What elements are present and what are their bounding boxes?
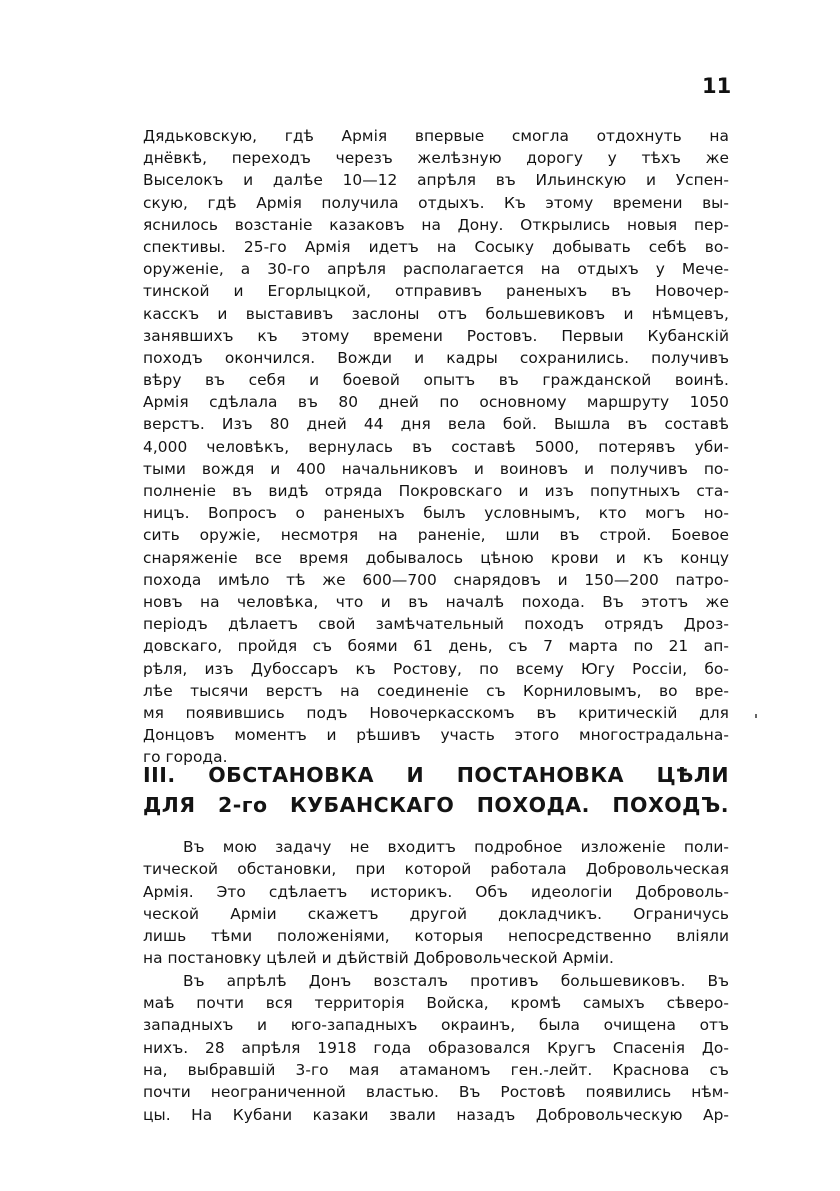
section-line: маѣ почти вся территорія Войска, кромѣ самыхъ сѣверо-: [143, 994, 729, 1013]
paragraph1-line: лѣе тысячи верстъ на соединеніе съ Корниловымъ, во вре-: [143, 681, 729, 700]
section-line: на, выбравшій 3-го мая атаманомъ ген.-лейт. Краснова съ: [143, 1060, 729, 1079]
paragraph1-line: Дядьковскую, гдѣ Армія впервые смогла отдохнуть на: [143, 127, 729, 145]
paragraph1-line: скую, гдѣ Армія получила отдыхъ. Къ этому времени вы-: [143, 193, 729, 212]
paragraph1-line: Выселокъ и далѣе 10—12 апрѣля въ Ильинскую и Успен-: [143, 171, 729, 190]
paragraph-continuation: [143, 125, 729, 768]
heading-line: ДЛЯ 2-го КУБАНСКАГО ПОХОДА. ПОХОДЪ.: [143, 793, 729, 817]
paragraph1-line: днёвкѣ, переходъ черезъ желѣзную дорогу у тѣхъ же: [143, 149, 729, 168]
paragraph1-line: походъ окончился. Вожди и кадры сохранились. получивъ: [143, 348, 729, 367]
paragraph1-line: Армія сдѣлала въ 80 дней по основному маршруту 1050: [143, 393, 729, 412]
paragraph1-line: рѣля, изъ Дубоссаръ къ Ростову, по всему Югу Россіи, бо-: [143, 659, 729, 678]
paragraph1-line: спективы. 25-го Армія идетъ на Сосыку добывать себѣ во-: [143, 237, 729, 256]
paragraph1-line: новъ на человѣка, что и въ началѣ похода. Въ этотъ же: [143, 592, 729, 611]
paragraph1-line: оруженіе, а 30-го апрѣля располагается на отдыхъ у Мече-: [143, 260, 729, 279]
section-line: лишь тѣми положеніями, которыя непосредственно вліяли: [143, 927, 729, 946]
print-speck: [755, 714, 757, 718]
section-line: почти неограниченной властью. Въ Ростовѣ появились нѣм-: [143, 1083, 729, 1102]
page-number: 11: [702, 74, 732, 98]
paragraph1-line: занявшихъ къ этому времени Ростовъ. Первыи Кубанскій: [143, 326, 729, 345]
paragraph1-line: го города.: [143, 748, 228, 767]
section-line: цы. На Кубани казаки звали назадъ Добровольческую Ар-: [143, 1105, 729, 1124]
paragraph1-line: мя появившись подъ Новочеркасскомъ въ критическій для: [143, 703, 729, 722]
paragraph1-line: сить оружіе, несмотря на раненіе, шли въ строй. Боевое: [143, 526, 729, 545]
paragraph1-line: полненіе въ видѣ отряда Покровскаго и изъ попутныхъ ста-: [143, 482, 729, 500]
paragraph1-line: 4,000 человѣкъ, вернулась въ составѣ 5000, потерявъ уби-: [143, 437, 729, 456]
section-line: нихъ. 28 апрѣля 1918 года образовался Кругъ Спасенія До-: [143, 1038, 729, 1057]
paragraph1-line: тыми вождя и 400 начальниковъ и воиновъ и получивъ по-: [143, 459, 729, 478]
paragraph1-line: снаряженіе все время добывалось цѣною крови и къ концу: [143, 548, 729, 567]
paragraph1-line: довскаго, пройдя съ боями 61 день, съ 7 марта по 21 ап-: [143, 637, 729, 656]
paragraph1-line: періодъ дѣлаетъ свой замѣчательный походъ отрядъ Дроз-: [143, 615, 729, 634]
paragraph1-line: касскъ и выставивъ заслоны отъ большевиковъ и нѣмцевъ,: [143, 304, 729, 323]
heading-line: III. ОБСТАНОВКА И ПОСТАНОВКА ЦѢЛИ: [143, 763, 729, 787]
paragraph1-line: яснилось возстаніе казаковъ на Дону. Открылись новыя пер-: [143, 215, 729, 234]
section-line: Въ мою задачу не входитъ подробное изложеніе поли-: [183, 838, 729, 856]
paragraph1-line: Донцовъ моментъ и рѣшивъ участь этого многострадальна-: [143, 726, 729, 745]
section-line: тической обстановки, при которой работала Добровольческая: [143, 860, 729, 879]
paragraph1-line: похода имѣло тѣ же 600—700 снарядовъ и 150—200 патро-: [143, 570, 729, 589]
section-line: западныхъ и юго-западныхъ окраинъ, была очищена отъ: [143, 1016, 729, 1035]
paragraph1-line: вѣру въ себя и боевой опытъ въ гражданской воинѣ.: [143, 371, 729, 390]
section-line: Армія. Это сдѣлаетъ историкъ. Объ идеологіи Доброволь-: [143, 882, 729, 901]
section-line: Въ апрѣлѣ Донъ возсталъ противъ большевиковъ. Въ: [183, 971, 729, 990]
paragraph1-line: тинской и Егорлыцкой, отправивъ раненыхъ въ Новочер-: [143, 282, 729, 301]
section-body: [143, 836, 729, 1126]
section-heading: [143, 760, 729, 820]
paragraph1-line: верстъ. Изъ 80 дней 44 дня вела бой. Вышла въ составѣ: [143, 415, 729, 434]
section-line: ческой Арміи скажетъ другой докладчикъ. Ограничусь: [143, 904, 729, 923]
paragraph1-line: ницъ. Вопросъ о раненыхъ былъ условнымъ, кто могъ но-: [143, 504, 729, 523]
section-line: на постановку цѣлей и дѣйствій Добровольческой Арміи.: [143, 949, 615, 968]
